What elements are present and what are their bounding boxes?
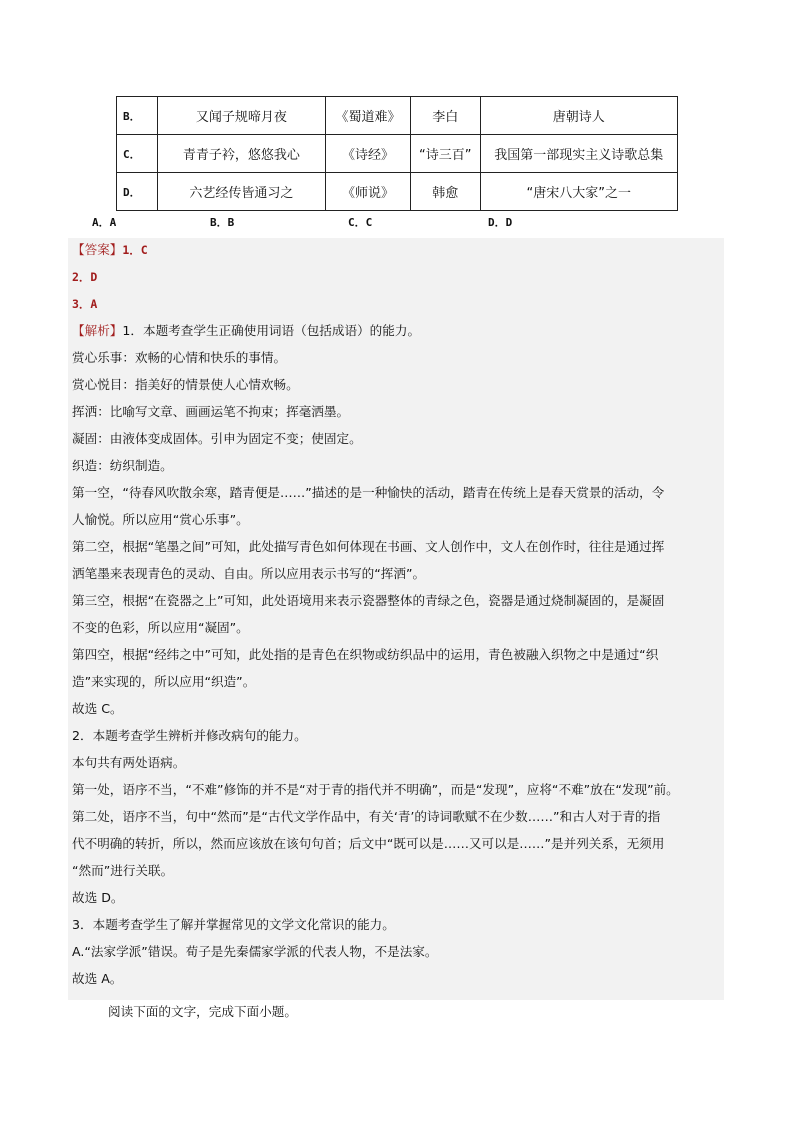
quote-cell: 青青子衿，悠悠我心 <box>157 135 326 173</box>
choice-a: A．A <box>92 216 117 229</box>
analysis-line-1 <box>72 322 420 340</box>
choice-b: B．B <box>210 216 235 229</box>
analysis-line: 凝固：由液体变成固体。引申为固定不变；使固定。 <box>72 431 362 446</box>
analysis-line: 2．本题考查学生辨析并修改病句的能力。 <box>72 728 307 743</box>
quote-cell: 又闻子规啼月夜 <box>157 97 326 135</box>
analysis-line: 第一空，“待春风吹散余寒，踏青便是……”描述的是一种愉快的活动，踏青在传统上是春天赏景的活动，令 <box>72 485 665 500</box>
note-cell: “唐宋八大家”之一 <box>480 173 677 211</box>
table-row <box>117 97 678 135</box>
analysis-line: 3．本题考查学生了解并掌握常见的文学文化常识的能力。 <box>72 917 395 932</box>
analysis-line: 不变的色彩，所以应用“凝固”。 <box>72 620 249 635</box>
answer-3: 3．A <box>72 297 98 311</box>
answer-1: 1．C <box>122 243 148 257</box>
analysis-line: 故选 A。 <box>72 971 123 986</box>
analysis-line: “然而”进行关联。 <box>72 863 174 878</box>
analysis-line: 故选 D。 <box>72 890 124 905</box>
answer-header: 【答案】 <box>72 242 123 257</box>
analysis-line: 造”来实现的，所以应用“织造”。 <box>72 674 256 689</box>
analysis-text: 1．本题考查学生正确使用词语（包括成语）的能力。 <box>122 323 421 338</box>
analysis-line: 故选 C。 <box>72 701 123 716</box>
author-cell: 李白 <box>410 97 480 135</box>
work-cell: 《诗经》 <box>326 135 411 173</box>
analysis-line: 赏心悦目：指美好的情景使人心情欢畅。 <box>72 377 299 392</box>
analysis-line: 第三空，根据“在瓷器之上”可知，此处语境用来表示瓷器整体的青绿之色，瓷器是通过烧制凝固的，是凝固 <box>72 593 665 608</box>
note-cell: 唐朝诗人 <box>480 97 677 135</box>
table-row <box>117 135 678 173</box>
analysis-line: 第二空，根据“笔墨之间”可知，此处描写青色如何体现在书画、文人创作中，文人在创作时，往往是通过挥 <box>72 539 665 554</box>
answer-choices <box>92 214 692 232</box>
choice-d: D．D <box>488 216 513 229</box>
option-label: D． <box>117 173 158 211</box>
analysis-line: 第四空，根据“经纬之中”可知，此处指的是青色在织物或纺织品中的运用，青色被融入织物之中是通过“织 <box>72 647 659 662</box>
analysis-line: 赏心乐事：欢畅的心情和快乐的事情。 <box>72 350 287 365</box>
analysis-line: 人愉悦。所以应用“赏心乐事”。 <box>72 512 249 527</box>
author-cell: 韩愈 <box>410 173 480 211</box>
option-label: C． <box>117 135 158 173</box>
reading-instruction: 阅读下面的文字，完成下面小题。 <box>108 1004 297 1019</box>
option-label: B． <box>117 97 158 135</box>
author-cell: “诗三百” <box>410 135 480 173</box>
answer-2: 2．D <box>72 270 98 284</box>
quote-cell: 六艺经传皆通习之 <box>157 173 326 211</box>
analysis-line: 洒笔墨来表现青色的灵动、自由。所以应用表示书写的“挥洒”。 <box>72 566 426 581</box>
note-cell: 我国第一部现实主义诗歌总集 <box>480 135 677 173</box>
table-row <box>117 173 678 211</box>
analysis-header: 【解析】 <box>72 323 123 338</box>
work-cell: 《蜀道难》 <box>326 97 411 135</box>
analysis-line: 代不明确的转折，所以，然而应该放在该句句首；后文中“既可以是……又可以是……”是并列关系，无须用 <box>72 836 665 851</box>
answer-line-1 <box>72 241 148 259</box>
analysis-line: 挥洒：比喻写文章、画画运笔不拘束；挥毫洒墨。 <box>72 404 350 419</box>
analysis-line: 第二处，语序不当，句中“然而”是“古代文学作品中，有关‘青’的诗词歌赋不在少数……”和古人对于青的指 <box>72 809 661 824</box>
analysis-line: 第一处，语序不当，“不难”修饰的并不是“对于青的指代并不明确”，而是“发现”，应将“不难”放在“发现”前。 <box>72 782 679 797</box>
choice-c: C．C <box>348 216 373 229</box>
analysis-line: 本句共有两处语病。 <box>72 755 186 770</box>
analysis-line: A.“法家学派”错误。荀子是先秦儒家学派的代表人物，不是法家。 <box>72 944 438 959</box>
option-table <box>116 96 678 211</box>
work-cell: 《师说》 <box>326 173 411 211</box>
analysis-line: 织造：纺织制造。 <box>72 458 173 473</box>
